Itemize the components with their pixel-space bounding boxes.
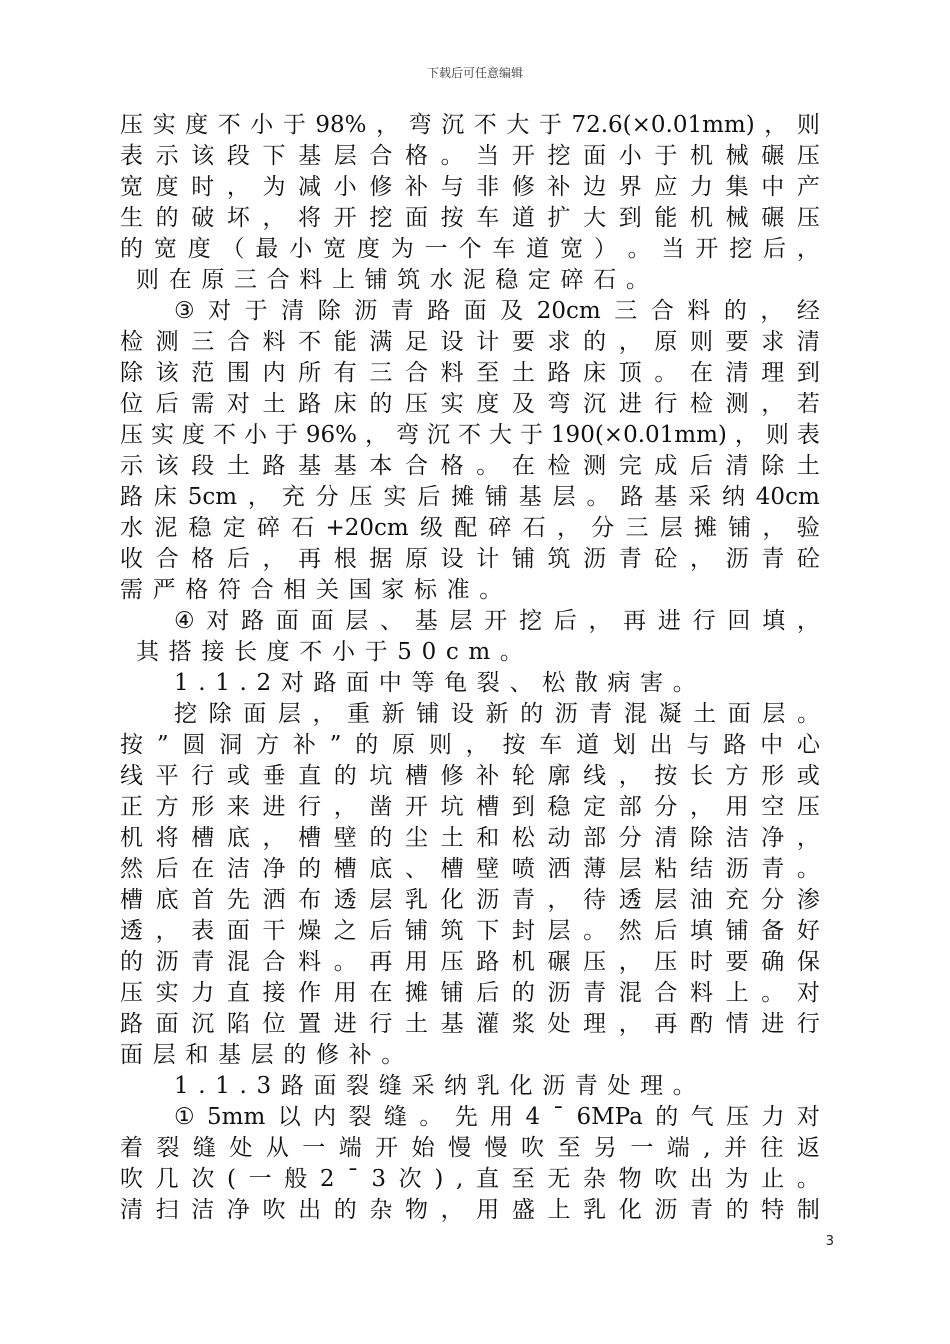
text-line: 吹 几 次 ( 一 般 2 ¯ 3 次 ) , 直 至 无 杂 物 吹 出 为 止 。 xyxy=(120,1166,820,1192)
text-line: 压 实 度 不 小 于 98% ， 弯 沉 不 大 于 72.6(×0.01mm) ， 则 xyxy=(120,112,820,138)
text-line: 位 后 需 对 土 路 床 的 压 实 度 及 弯 沉 进 行 检 测 ， 若 xyxy=(120,391,820,417)
page-number: 3 xyxy=(825,1234,834,1249)
text-line: 挖 除 面 层 ， 重 新 铺 设 新 的 沥 青 混 凝 土 面 层 。 xyxy=(174,701,820,727)
text-line: 面层和基层的修补。 xyxy=(120,1042,414,1068)
text-line: 线 平 行 或 垂 直 的 坑 槽 修 补 轮 廓 线 ， 按 长 方 形 或 xyxy=(120,763,820,789)
text-line: 按 ” 圆 洞 方 补 ” 的 原 则 ， 按 车 道 划 出 与 路 中 心 xyxy=(120,732,820,758)
text-line: 收 合 格 后 ， 再 根 据 原 设 计 铺 筑 沥 青 砼 ， 沥 青 砼 xyxy=(120,546,820,572)
text-line: 的 宽 度 （ 最 小 宽 度 为 一 个 车 道 宽 ） 。 当 开 挖 后 ， xyxy=(120,236,820,262)
text-line: 1.1.3路面裂缝采纳乳化沥青处理。 xyxy=(174,1073,706,1099)
body-text xyxy=(120,110,820,1226)
text-line: 路 面 沉 陷 位 置 进 行 土 基 灌 浆 处 理 ， 再 酌 情 进 行 xyxy=(120,1011,820,1037)
text-line: 然 后 在 洁 净 的 槽 底 、 槽 壁 喷 洒 薄 层 粘 结 沥 青 。 xyxy=(120,856,820,882)
text-line: 检 测 三 合 料 不 能 满 足 设 计 要 求 的 ， 原 则 要 求 清 xyxy=(120,329,820,355)
text-line: ③ 对 于 清 除 沥 青 路 面 及 20cm 三 合 料 的 ， 经 xyxy=(174,298,820,324)
text-line: 的 沥 青 混 合 料 。 再 用 压 路 机 碾 压 ， 压 时 要 确 保 xyxy=(120,949,820,975)
text-line: 宽 度 时 ， 为 减 小 修 补 与 非 修 补 边 界 应 力 集 中 产 xyxy=(120,174,820,200)
text-line: 路 床 5cm ， 充 分 压 实 后 摊 铺 基 层 。 路 基 采 纳 40cm xyxy=(120,484,820,510)
text-line: ④ 对 路 面 面 层 、 基 层 开 挖 后 ， 再 进 行 回 填 ， xyxy=(174,608,820,634)
text-line: 清 扫 洁 净 吹 出 的 杂 物 ， 用 盛 上 乳 化 沥 青 的 特 制 xyxy=(120,1197,820,1223)
text-line: 机 将 槽 底 ， 槽 壁 的 尘 土 和 松 动 部 分 清 除 洁 净 ， xyxy=(120,825,820,851)
text-line: 表 示 该 段 下 基 层 合 格 。 当 开 挖 面 小 于 机 械 碾 压 xyxy=(120,143,820,169)
text-line: 除 该 范 围 内 所 有 三 合 料 至 土 路 床 顶 。 在 清 理 到 xyxy=(120,360,820,386)
text-line: 生 的 破 坏 ， 将 开 挖 面 按 车 道 扩 大 到 能 机 械 碾 压 xyxy=(120,205,820,231)
text-line: 正 方 形 来 进 行 ， 凿 开 坑 槽 到 稳 定 部 分 ， 用 空 压 xyxy=(120,794,820,820)
text-line: 水 泥 稳 定 碎 石 +20cm 级 配 碎 石 ， 分 三 层 摊 铺 ， 验 xyxy=(120,515,820,541)
text-line: ① 5mm 以 内 裂 缝 。 先 用 4 ¯ 6MPa 的 气 压 力 对 xyxy=(174,1104,820,1130)
text-line: 其搭接长度不小于50cm。 xyxy=(136,639,533,665)
text-line: 槽 底 首 先 洒 布 透 层 乳 化 沥 青 ， 待 透 层 油 充 分 渗 xyxy=(120,887,820,913)
text-line: 压 实 力 直 接 作 用 在 摊 铺 后 的 沥 青 混 合 料 上 。 对 xyxy=(120,980,820,1006)
page-header: 下载后可任意编辑 xyxy=(426,66,523,80)
text-line: 示 该 段 土 路 基 基 本 合 格 。 在 检 测 完 成 后 清 除 土 xyxy=(120,453,820,479)
text-line: 1.1.2对路面中等龟裂、松散病害。 xyxy=(174,670,706,696)
text-line: 则在原三合料上铺筑水泥稳定碎石。 xyxy=(136,267,659,293)
text-line: 需严格符合相关国家标准。 xyxy=(120,577,512,603)
text-line: 压 实 度 不 小 于 96% ， 弯 沉 不 大 于 190(×0.01mm) ， 则 表 xyxy=(120,422,820,448)
text-line: 透 ， 表 面 干 燥 之 后 铺 筑 下 封 层 。 然 后 填 铺 备 好 xyxy=(120,918,820,944)
text-line: 着 裂 缝 处 从 一 端 开 始 慢 慢 吹 至 另 一 端 , 并 往 返 xyxy=(120,1135,820,1161)
